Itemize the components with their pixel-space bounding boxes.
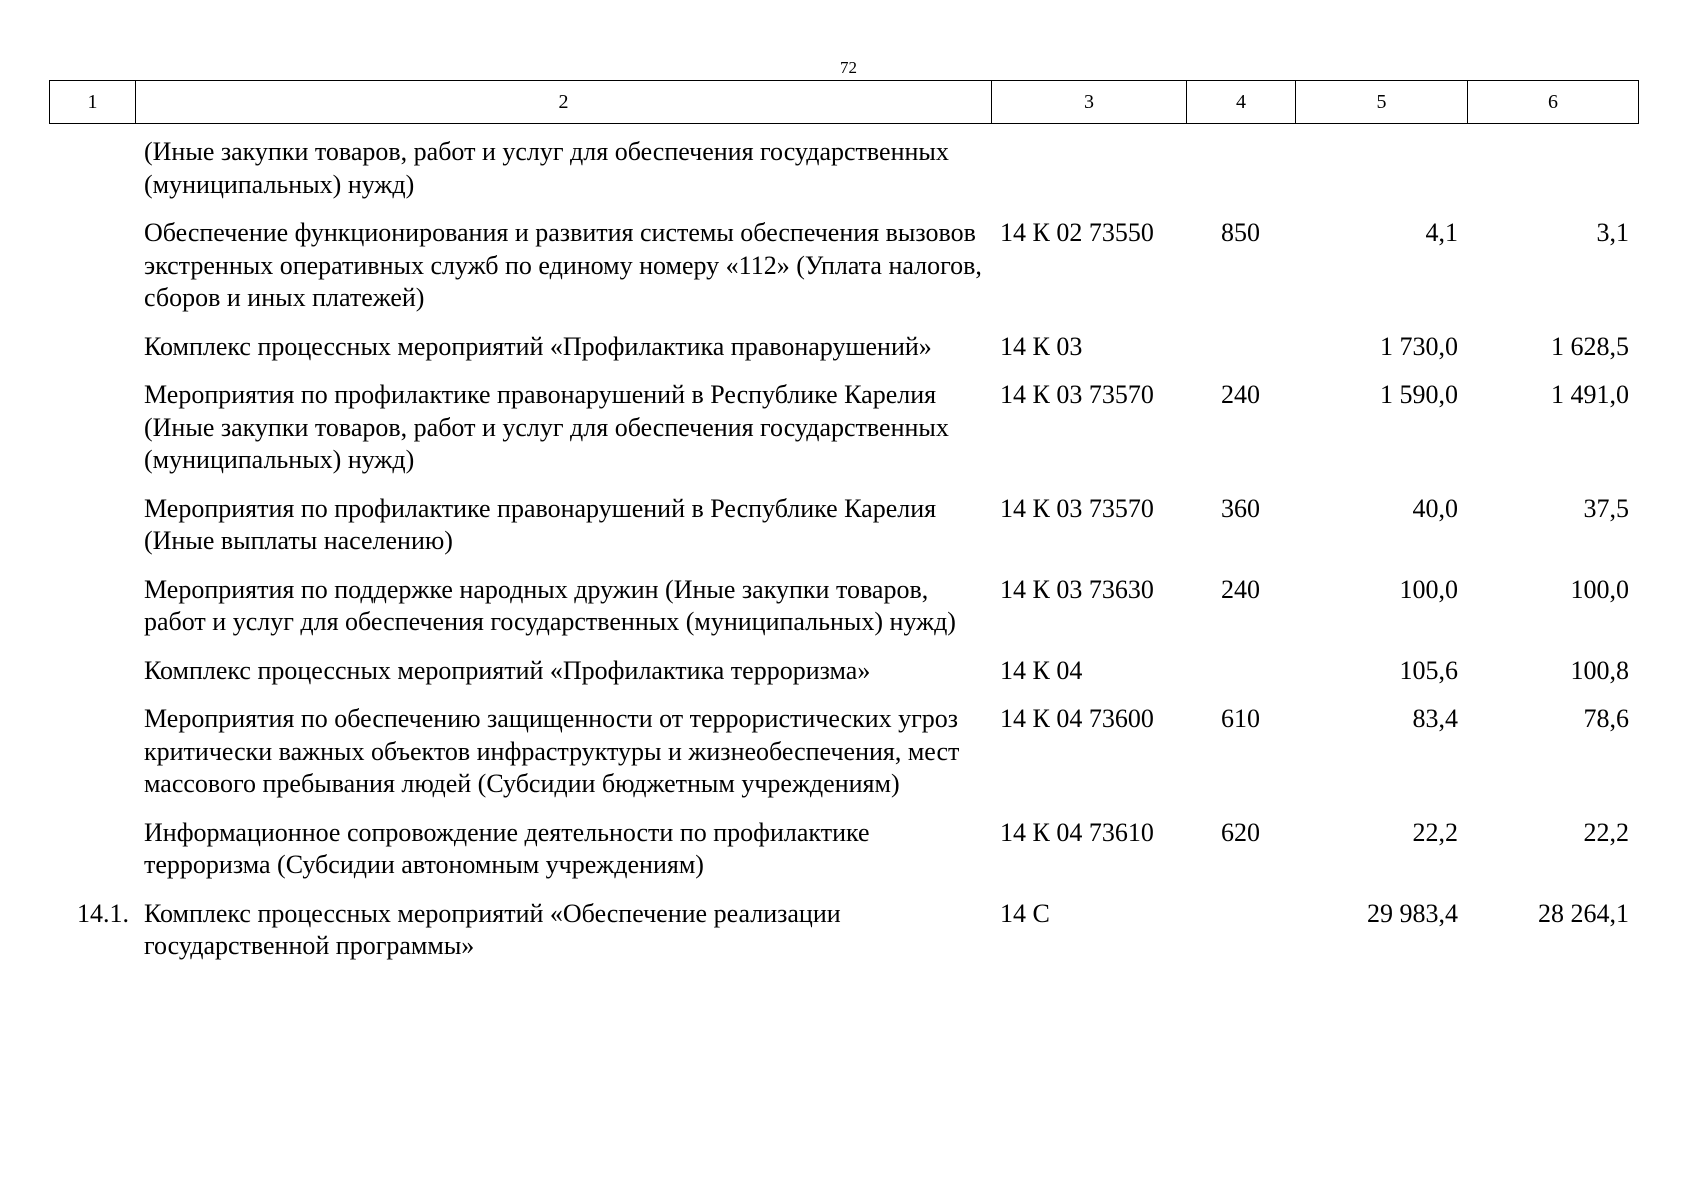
table-row (49, 323, 1638, 372)
table-row (49, 128, 1638, 209)
table-row (49, 890, 1638, 971)
column-header-6: 6 (1468, 81, 1639, 124)
row-number (49, 323, 135, 372)
row-amount-6 (1467, 128, 1638, 209)
row-code: 14 К 04 73610 (1000, 817, 1154, 847)
row-amount-5: 29 983,4 (1367, 898, 1458, 928)
row-name: Мероприятия по поддержке народных дружин (Иные закупки товаров, работ и услуг для обеспечения государственных (муниципальных) нужд) (144, 574, 956, 636)
row-expense-type: 360 (1221, 493, 1260, 523)
row-amount-6: 100,0 (1570, 574, 1629, 604)
row-expense-type (1186, 128, 1295, 209)
row-amount-5: 83,4 (1412, 704, 1458, 733)
row-amount-5: 22,2 (1412, 817, 1458, 847)
row-amount-5: 1 590,0 (1380, 380, 1458, 409)
row-name: Мероприятия по обеспечению защищенности от террористических угроз критически важных объектов инфраструктуры и жизнеобеспечения, мест массового пребывания людей (Субсидии бюджетным учреждениям) (144, 704, 960, 798)
row-number (49, 209, 135, 323)
column-header-3: 3 (992, 81, 1187, 124)
row-amount-6: 22,2 (1583, 817, 1629, 847)
row-amount-6: 1 491,0 (1551, 380, 1629, 409)
row-number (49, 695, 135, 809)
column-header-1: 1 (50, 81, 136, 124)
row-number (49, 566, 135, 647)
row-amount-6: 78,6 (1583, 704, 1629, 733)
row-amount-5: 40,0 (1412, 493, 1458, 523)
column-header-table (49, 80, 1639, 124)
row-expense-type: 240 (1221, 380, 1260, 409)
row-expense-type: 620 (1221, 817, 1260, 847)
row-expense-type (1186, 890, 1295, 971)
row-amount-6: 37,5 (1583, 493, 1629, 523)
row-amount-5: 100,0 (1399, 574, 1458, 604)
table-row (49, 371, 1638, 485)
page-number: 72 (840, 58, 857, 77)
row-code: 14 К 03 (1000, 331, 1083, 361)
row-amount-5 (1295, 128, 1467, 209)
row-code: 14 К 03 73630 (1000, 574, 1154, 604)
table-row (49, 209, 1638, 323)
row-name: Обеспечение функционирования и развития системы обеспечения вызовов экстренных оперативных служб по единому номеру «112» (Уплата налогов, сборов и иных платежей) (144, 218, 982, 312)
row-amount-6: 100,8 (1570, 655, 1629, 685)
row-number (49, 809, 135, 890)
table-row (49, 485, 1638, 566)
row-code: 14 К 04 (1000, 655, 1083, 685)
row-code: 14 С (1000, 898, 1050, 928)
row-amount-6: 3,1 (1596, 218, 1629, 247)
row-code: 14 К 02 73550 (1000, 218, 1154, 247)
table-row (49, 809, 1638, 890)
column-header-2: 2 (136, 81, 992, 124)
row-name: Мероприятия по профилактике правонарушений в Республике Карелия (Иные закупки товаров, работ и услуг для обеспечения государственных (муниципальных) нужд) (144, 380, 949, 474)
row-name: Информационное сопровождение деятельности по профилактике терроризма (Субсидии автономным учреждениям) (144, 817, 870, 879)
row-amount-6: 1 628,5 (1551, 331, 1629, 361)
row-code: 14 К 04 73600 (1000, 704, 1154, 733)
row-number: 14.1. (77, 898, 129, 928)
row-number (49, 371, 135, 485)
column-header-5: 5 (1296, 81, 1468, 124)
row-amount-5: 4,1 (1425, 218, 1458, 247)
row-name: Комплекс процессных мероприятий «Профилактика терроризма» (144, 655, 871, 685)
row-name: Комплекс процессных мероприятий «Обеспечение реализации государственной программы» (144, 898, 841, 960)
row-code: 14 К 03 73570 (1000, 380, 1154, 409)
row-number (49, 647, 135, 696)
row-name: Комплекс процессных мероприятий «Профилактика правонарушений» (144, 331, 932, 361)
row-code: 14 К 03 73570 (1000, 493, 1154, 523)
budget-table (49, 128, 1638, 971)
row-expense-type: 240 (1221, 574, 1260, 604)
row-name: (Иные закупки товаров, работ и услуг для обеспечения государственных (муниципальных) нужд) (144, 137, 949, 199)
row-amount-5: 105,6 (1399, 655, 1458, 685)
column-header-row (50, 81, 1639, 124)
table-row (49, 647, 1638, 696)
row-amount-6: 28 264,1 (1538, 898, 1629, 928)
column-header-4: 4 (1187, 81, 1296, 124)
row-number (49, 485, 135, 566)
row-name: Мероприятия по профилактике правонарушений в Республике Карелия (Иные выплаты населению) (144, 493, 937, 555)
row-expense-type (1186, 647, 1295, 696)
row-expense-type (1186, 323, 1295, 372)
row-number (49, 128, 135, 209)
row-amount-5: 1 730,0 (1380, 331, 1458, 361)
table-row (49, 566, 1638, 647)
row-expense-type: 850 (1221, 218, 1260, 247)
table-row (49, 695, 1638, 809)
row-expense-type: 610 (1221, 704, 1260, 733)
row-code (991, 128, 1186, 209)
